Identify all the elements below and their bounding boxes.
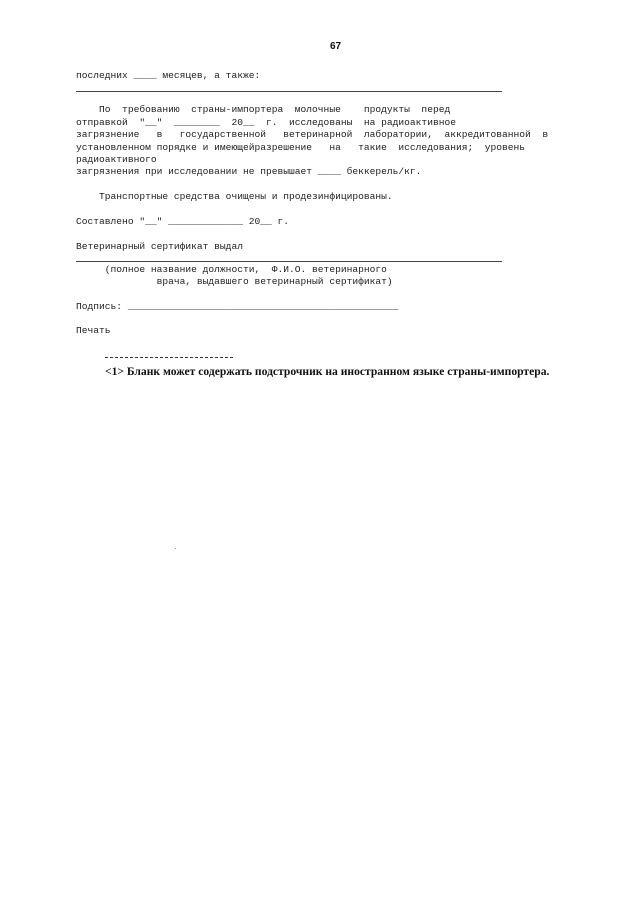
signature-line: Подпись: _______________________________________________ bbox=[76, 301, 399, 312]
paragraph-line-4: установленном порядке и имеющейразрешение на такие исследования; уровень bbox=[76, 142, 526, 153]
page-number: 67 bbox=[330, 41, 342, 52]
compiled-line: Составлено "__" _____________ 20__ г. bbox=[76, 216, 290, 227]
paragraph-line-2: отправкой "__" ________ 20__ г. исследованы на радиоактивное bbox=[76, 117, 456, 128]
paragraph-line-6: загрязнения при исследовании не превышает ____ беккерель/кг. bbox=[76, 166, 422, 177]
paragraph-line-3: загрязнение в государственной ветеринарной лаборатории, аккредитованной в bbox=[76, 129, 549, 140]
stamp-label: Печать bbox=[76, 325, 111, 336]
paragraph-line-1: По требованию страны-импортера молочные продукты перед bbox=[76, 104, 451, 115]
position-caption-2: врача, выдавшего ветеринарный сертификат) bbox=[76, 276, 393, 287]
transport-line: Транспортные средства очищены и продезинфицированы. bbox=[76, 191, 393, 202]
position-caption-1: (полное название должности, Ф.И.О. ветеринарного bbox=[76, 264, 387, 275]
paragraph-line-5: радиоактивного bbox=[76, 154, 157, 165]
months-underline bbox=[76, 91, 502, 92]
footnote: <1> Бланк может содержать подстрочник на иностранном языке страны-импортера. bbox=[105, 365, 550, 378]
months-line: последних ____ месяцев, а также: bbox=[76, 70, 261, 81]
issuer-underline bbox=[76, 261, 502, 262]
scan-speck bbox=[175, 548, 176, 549]
footnote-separator bbox=[105, 357, 233, 358]
certificate-issued-line: Ветеринарный сертификат выдал bbox=[76, 241, 243, 252]
